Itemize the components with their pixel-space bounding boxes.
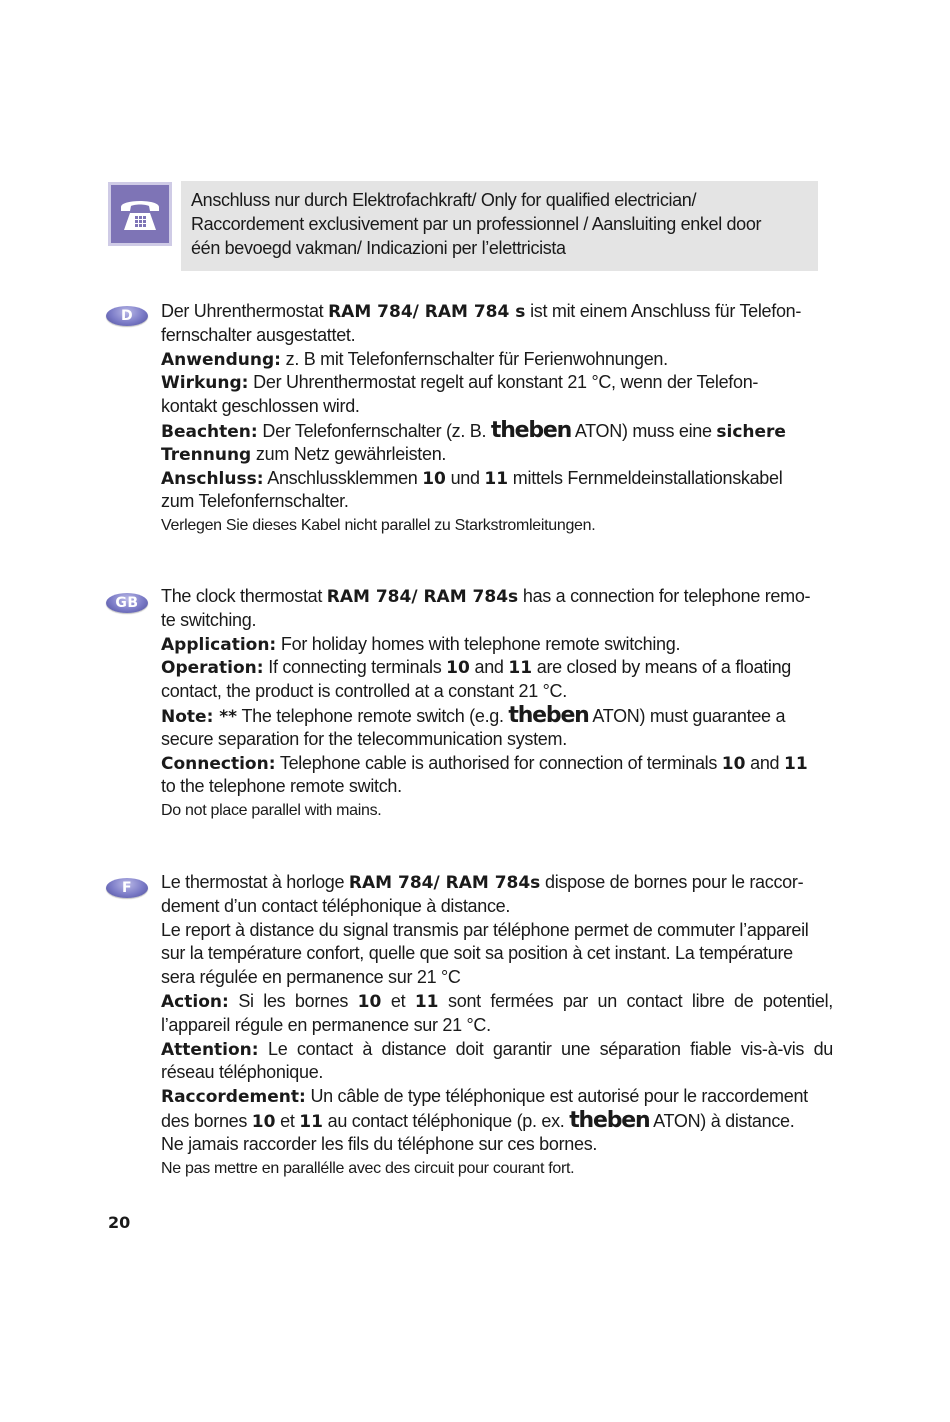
- text: and: [469, 657, 509, 678]
- label: Note: **: [161, 706, 238, 727]
- terminal-number: 10: [721, 753, 746, 774]
- text-line: [161, 348, 833, 372]
- product-name: RAM 784/ RAM 784s: [326, 587, 519, 607]
- text-line: Ne jamais raccorder les fils du téléphone sur ces bornes.: [161, 1133, 598, 1154]
- label: Wirkung:: [161, 373, 249, 394]
- terminal-number: 10: [422, 468, 446, 489]
- text-line: dement d’un contact téléphonique à distance.: [161, 895, 511, 916]
- theben-logo: theben: [490, 417, 572, 443]
- text: The telephone remote switch (e.g.: [237, 705, 509, 726]
- text-line: zum Telefonfernschalter.: [161, 491, 349, 512]
- text: et: [381, 990, 415, 1011]
- text-line: réseau téléphonique.: [161, 1062, 324, 1083]
- text-line: [161, 467, 833, 491]
- section-english: [161, 585, 833, 823]
- notice-line: Raccordement exclusivement par un professionnel / Aansluiting enkel door: [191, 214, 762, 234]
- text-line: to the telephone remote switch.: [161, 776, 402, 797]
- terminal-number: 10: [357, 991, 382, 1012]
- terminal-number: 11: [484, 468, 509, 489]
- text-line: [161, 419, 833, 443]
- text-line: Ne pas mettre en parallélle avec des circuit pour courant fort.: [161, 1159, 575, 1177]
- text: Der Uhrenthermostat regelt auf konstant 21 °C, wenn der Telefon-: [248, 372, 759, 393]
- text-line: [161, 1085, 833, 1109]
- label: Application:: [161, 634, 277, 655]
- label: Action:: [161, 991, 229, 1012]
- text: und: [445, 467, 485, 488]
- text-line: fernschalter ausgestattet.: [161, 324, 356, 345]
- notice-line: Anschluss nur durch Elektrofachkraft/ Only for qualified electrician/: [191, 190, 697, 210]
- emphasis: sichere: [716, 421, 786, 442]
- text: au contact téléphonique (p. ex.: [322, 1110, 570, 1131]
- section-french: [161, 871, 833, 1180]
- text: Anschlussklemmen: [263, 467, 423, 488]
- text-line: sera régulée en permanence sur 21 °C: [161, 967, 461, 988]
- text-line: kontakt geschlossen wird.: [161, 396, 360, 417]
- text: Le contact à distance doit garantir une séparation fiable vis-à-vis du: [258, 1038, 833, 1059]
- emphasis: Trennung: [161, 444, 252, 465]
- terminal-number: 11: [783, 753, 808, 774]
- text-line: [161, 443, 833, 467]
- terminal-number: 11: [508, 658, 533, 679]
- text-line: [161, 752, 833, 776]
- text: z. B mit Telefonfernschalter für Ferienwohnungen.: [280, 348, 668, 369]
- label: Operation:: [161, 658, 264, 679]
- text-line: [161, 871, 833, 895]
- product-name: RAM 784/ RAM 784 s: [328, 302, 526, 322]
- language-badge-de: D: [106, 306, 148, 326]
- text-line: [161, 704, 833, 728]
- label: Attention:: [161, 1039, 259, 1060]
- text: are closed by means of a floating: [532, 657, 791, 678]
- text-line: contact, the product is controlled at a constant 21 °C.: [161, 681, 567, 702]
- section-german: [161, 300, 833, 538]
- label: Beachten:: [161, 421, 258, 442]
- text: des bornes: [161, 1110, 252, 1131]
- terminal-number: 11: [414, 991, 439, 1012]
- label: Anschluss:: [161, 468, 264, 489]
- text-line: Verlegen Sie dieses Kabel nicht parallel zu Starkstromleitungen.: [161, 517, 596, 535]
- text: If connecting terminals: [263, 657, 447, 678]
- product-name: RAM 784/ RAM 784s: [348, 873, 541, 893]
- text: Si les bornes: [228, 990, 358, 1011]
- theben-logo: theben: [508, 702, 589, 728]
- terminal-number: 10: [446, 658, 470, 679]
- text: Der Telefonfernschalter (z. B.: [257, 420, 491, 441]
- text: The clock thermostat: [161, 586, 327, 606]
- text-line: [161, 1038, 833, 1062]
- text-line: l’appareil régule en permanence sur 21 °C.: [161, 1014, 491, 1035]
- text: Un câble de type téléphonique est autorisé pour le raccordement: [305, 1086, 808, 1107]
- label: Raccordement:: [161, 1087, 306, 1108]
- language-badge-gb: GB: [106, 593, 148, 613]
- text: zum Netz gewährleisten.: [251, 443, 447, 464]
- label: Anwendung:: [161, 349, 281, 370]
- text: ATON) muss eine: [571, 420, 717, 441]
- text: dispose de bornes pour le raccor-: [540, 872, 804, 892]
- text: Telephone cable is authorised for connection of terminals: [275, 752, 722, 773]
- text: Le thermostat à horloge: [161, 872, 349, 892]
- text-line: Le report à distance du signal transmis par téléphone permet de commuter l’appareil: [161, 919, 809, 940]
- text: sont fermées par un contact libre de potentiel,: [438, 990, 833, 1011]
- text: ATON) must guarantee a: [588, 705, 786, 726]
- text-line: [161, 633, 833, 657]
- label: Connection:: [161, 753, 276, 774]
- text: and: [745, 752, 784, 773]
- text-line: secure separation for the telecommunication system.: [161, 728, 567, 749]
- text-line: te switching.: [161, 609, 257, 630]
- text-line: [161, 656, 833, 680]
- page-number: 20: [108, 1213, 131, 1232]
- text-line: [161, 585, 833, 609]
- language-badge-fr: F: [106, 878, 148, 898]
- text-line: [161, 1109, 833, 1133]
- terminal-number: 10: [251, 1111, 276, 1132]
- text-line: [161, 990, 833, 1014]
- telephone-icon: [108, 182, 172, 246]
- terminal-number: 11: [299, 1111, 323, 1132]
- text: has a connection for telephone remo-: [518, 586, 811, 606]
- notice-line: één bevoegd vakman/ Indicazioni per l’elettricista: [191, 238, 566, 258]
- text: ist mit einem Anschluss für Telefon-: [525, 301, 802, 321]
- text: ATON) à distance.: [649, 1110, 795, 1131]
- text-line: sur la température confort, quelle que soit sa position à cet instant. La température: [161, 943, 793, 964]
- text: For holiday homes with telephone remote switching.: [276, 633, 681, 654]
- text: et: [275, 1110, 300, 1131]
- text: Der Uhrenthermostat: [161, 301, 329, 321]
- text: mittels Fernmeldeinstallationskabel: [508, 467, 783, 488]
- theben-logo: theben: [569, 1107, 650, 1133]
- text-line: [161, 371, 833, 395]
- safety-notice: [181, 181, 818, 271]
- text-line: Do not place parallel with mains.: [161, 802, 382, 820]
- text-line: [161, 300, 833, 324]
